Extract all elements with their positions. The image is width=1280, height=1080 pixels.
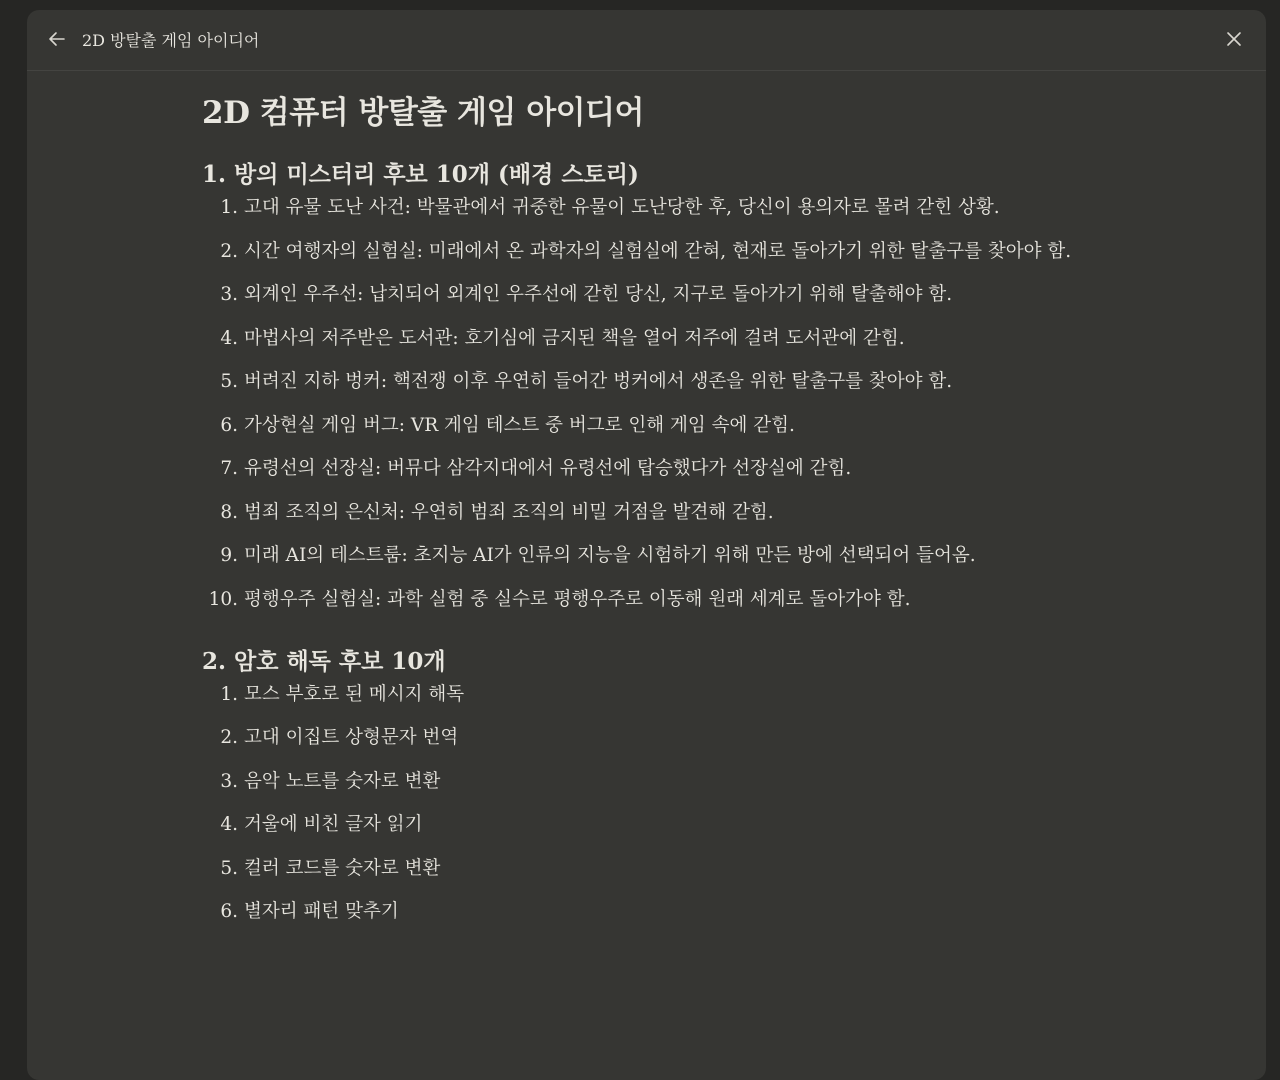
list-item-number: 5. — [220, 371, 238, 392]
list-item-text: 범죄 조직의 은신처: 우연히 범죄 조직의 비밀 거점을 발견해 갇힘. — [244, 501, 774, 523]
cipher-list — [202, 678, 1102, 929]
list-item-number: 6. — [220, 901, 238, 922]
list-item-text: 평행우주 실험실: 과학 실험 중 실수로 평행우주로 이동해 원래 세계로 돌아가야 함. — [244, 588, 911, 610]
list-item — [202, 678, 1102, 711]
document-content — [202, 71, 1102, 939]
document-viewer-window — [27, 10, 1266, 1080]
section-heading-mysteries: 1. 방의 미스터리 후보 10개 (배경 스토리) — [202, 161, 639, 188]
list-item-text: 마법사의 저주받은 도서관: 호기심에 금지된 책을 열어 저주에 걸려 도서관에 갇힘. — [244, 327, 905, 349]
list-item — [202, 808, 1102, 841]
close-button[interactable] — [1222, 29, 1246, 53]
list-item-number: 3. — [220, 284, 238, 305]
list-item-text: 미래 AI의 테스트룸: 초지능 AI가 인류의 지능을 시험하기 위해 만든 방에 선택되어 들어옴. — [244, 545, 976, 566]
list-item-number: 4. — [220, 327, 238, 349]
list-item — [202, 322, 1102, 355]
mystery-list — [202, 191, 1102, 616]
list-item-number: 7. — [220, 458, 238, 479]
arrow-left-icon — [48, 30, 66, 52]
list-item-text: 외계인 우주선: 납치되어 외계인 우주선에 갇힌 당신, 지구로 돌아가기 위해 탈출해야 함. — [244, 284, 953, 305]
list-item-number: 2. — [220, 727, 238, 748]
list-item-text: 음악 노트를 숫자로 변환 — [244, 770, 441, 792]
list-item-number: 4. — [220, 814, 238, 835]
list-item-text: 고대 유물 도난 사건: 박물관에서 귀중한 유물이 도난당한 후, 당신이 용의자로 몰려 갇힌 상황. — [244, 197, 1000, 218]
list-item — [202, 496, 1102, 529]
list-item — [202, 852, 1102, 885]
list-item — [202, 721, 1102, 754]
list-item — [202, 191, 1102, 224]
list-item-number: 2. — [220, 240, 238, 262]
list-item — [202, 895, 1102, 928]
list-item-text: 고대 이집트 상형문자 번역 — [244, 727, 459, 748]
list-item-text: 모스 부호로 된 메시지 해독 — [244, 683, 465, 705]
back-button[interactable] — [45, 29, 69, 53]
list-item-text: 컬러 코드를 숫자로 변환 — [244, 857, 441, 879]
list-item — [202, 278, 1102, 311]
close-icon — [1226, 31, 1242, 51]
list-item-text: 시간 여행자의 실험실: 미래에서 온 과학자의 실험실에 갇혀, 현재로 돌아가기 위한 탈출구를 찾아야 함. — [244, 240, 1072, 262]
list-item — [202, 235, 1102, 268]
list-item-number: 9. — [220, 545, 238, 566]
list-item — [202, 409, 1102, 442]
list-item-text: 가상현실 게임 버그: VR 게임 테스트 중 버그로 인해 게임 속에 갇힘. — [244, 414, 795, 436]
list-item-number: 10. — [208, 588, 238, 610]
section-heading-ciphers: 2. 암호 해독 후보 10개 — [202, 647, 446, 675]
list-item — [202, 365, 1102, 398]
header-title: 2D 방탈출 게임 아이디어 — [82, 31, 260, 50]
list-item-number: 6. — [220, 414, 238, 436]
list-item-text: 거울에 비친 글자 읽기 — [244, 814, 423, 835]
viewer-header — [27, 10, 1266, 71]
list-item-number: 5. — [220, 857, 238, 879]
list-item — [202, 583, 1102, 616]
list-item-number: 8. — [220, 501, 238, 523]
list-item-number: 1. — [220, 197, 238, 218]
list-item-text: 별자리 패턴 맞추기 — [244, 901, 399, 922]
list-item-text: 버려진 지하 벙커: 핵전쟁 이후 우연히 들어간 벙커에서 생존을 위한 탈출구를 찾아야 함. — [244, 371, 953, 392]
document-title: 2D 컴퓨터 방탈출 게임 아이디어 — [202, 95, 644, 131]
list-item-number: 3. — [220, 770, 238, 792]
list-item-number: 1. — [220, 683, 238, 705]
list-item-text: 유령선의 선장실: 버뮤다 삼각지대에서 유령선에 탑승했다가 선장실에 갇힘. — [244, 458, 852, 479]
list-item — [202, 539, 1102, 572]
list-item — [202, 765, 1102, 798]
list-item — [202, 452, 1102, 485]
